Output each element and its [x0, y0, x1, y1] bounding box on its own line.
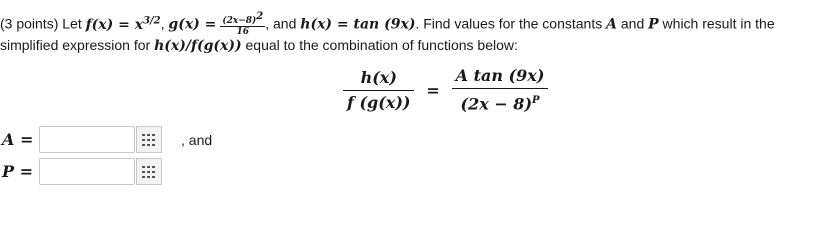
let-text: Let: [62, 15, 82, 32]
problem-line-2: simplified expression for h(x)/f(g(x)) equal to the combination of functions below:: [0, 37, 518, 54]
problem-line-1: (3 points) Let $f(x) = x^{3/2}$, g(x) = $\frac{(2x-8)^2}{16}$ , and h(x) = tan (9x). Find values for the constants A and P which result in the: [0, 11, 775, 38]
a-label: A =: [2, 130, 34, 149]
display-equation: [343, 66, 548, 114]
and-suffix: , and: [181, 132, 213, 148]
p-label: P =: [2, 162, 34, 181]
rhs-fraction: $\frac{\text{A tan (9x)}}{(2x - 8)^P}$: [452, 66, 549, 114]
math-palette-icon: [142, 166, 156, 178]
math-palette-icon[interactable]: [136, 126, 162, 153]
math-palette-icon[interactable]: [136, 158, 162, 185]
math-palette-icon: [142, 134, 156, 146]
and-text: , and: [265, 15, 297, 32]
g-definition-lhs: g(x) =: [168, 16, 217, 33]
constant-p: P: [648, 16, 659, 33]
h-definition: h(x) = tan (9x): [300, 16, 416, 33]
p-answer-input[interactable]: [39, 158, 135, 185]
a-answer-input[interactable]: [39, 126, 135, 153]
f-definition: $f(x) = x^{3/2}$: [85, 15, 161, 33]
points-label: (3 points): [0, 15, 59, 32]
g-definition-fraction: $\frac{(2x-8)^2}{16}$: [222, 11, 264, 38]
equals-sign: =: [426, 80, 440, 100]
constant-a: A: [606, 16, 617, 33]
instruction-text: . Find values for the constants: [415, 15, 603, 32]
ratio-expression: h(x)/f(g(x)): [154, 38, 242, 54]
lhs-fraction: $\frac{h(x)}{f (g(x))}$: [343, 68, 414, 113]
